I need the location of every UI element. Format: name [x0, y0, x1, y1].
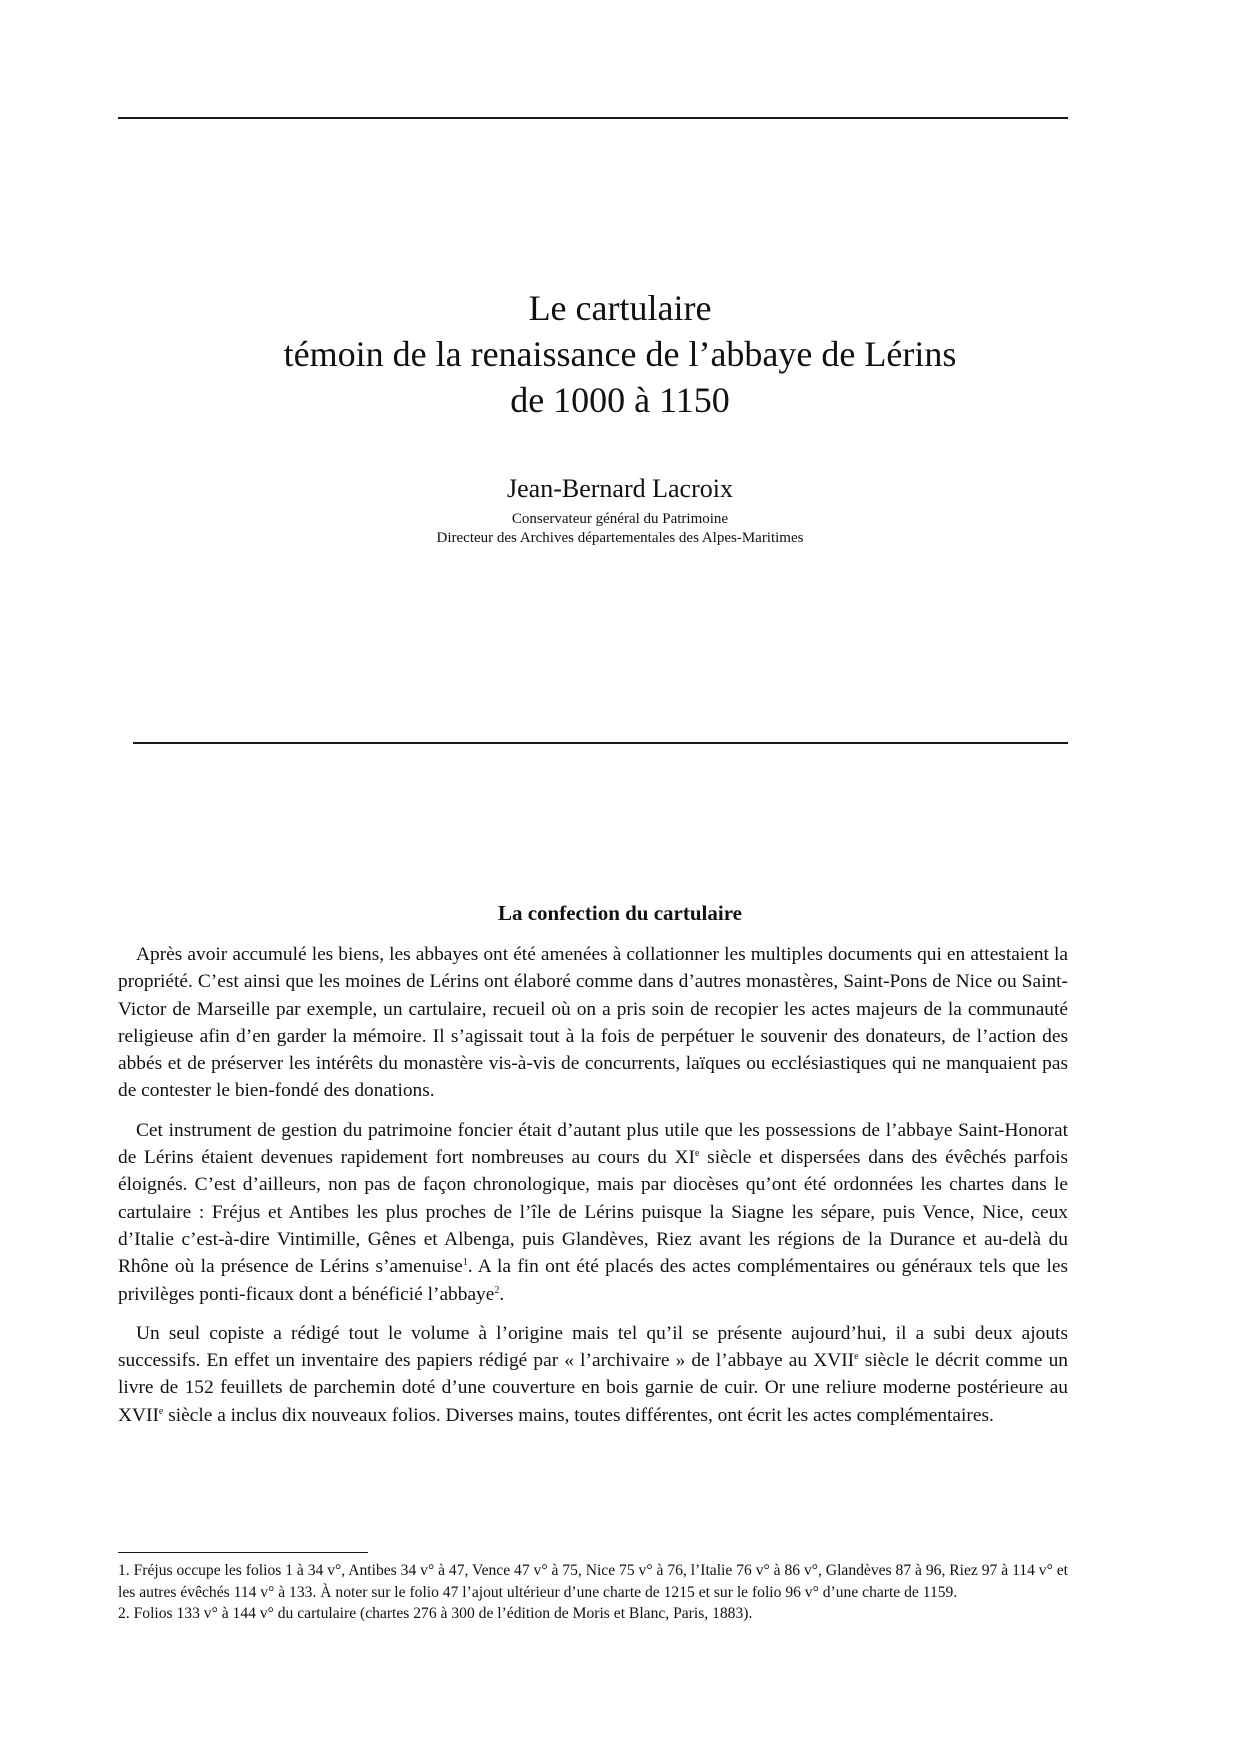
superscript-e: e [695, 1148, 700, 1160]
body-text [118, 941, 1068, 1441]
paragraph-2-text-d: . [499, 1283, 505, 1305]
affiliation-line-2: Directeur des Archives départementales des Alpes-Maritimes [436, 530, 804, 546]
author-affiliation [0, 510, 1240, 548]
footnote-rule [118, 1552, 368, 1553]
footnote-ref-2[interactable]: 2 [494, 1284, 500, 1296]
section-heading: La confection du cartulaire [497, 901, 742, 925]
title-line-2: témoin de la renaissance de l’abbaye de Lérins [283, 334, 957, 374]
paragraph-3-text-c: siècle a inclus dix nouveaux folios. Diverses mains, toutes différentes, ont écrit les actes complémentaires. [163, 1404, 994, 1426]
author-name: Jean-Bernard Lacroix [507, 474, 733, 503]
paragraph-1: Après avoir accumulé les biens, les abbayes ont été amenées à collationner les multiples documents qui en attestaient la propriété. C’est ainsi que les moines de Lérins ont élaboré comme dans d’autres monastères, Saint-Pons de Nice ou Saint-Victor de Marseille par exemple, un cartulaire, recueil où on a pris soin de recopier les actes majeurs de la communauté religieuse afin d’en garder la mémoire. Il s’agissait tout à la fois de perpétuer le souvenir des donateurs, de l’action des abbés et de préserver les intérêts du monastère vis-à-vis de concurrents, laïques ou ecclésiastiques qui ne manquaient pas de contester le bien-fondé des donations. [118, 944, 1068, 1102]
superscript-e: e [854, 1351, 859, 1363]
paragraph-2-text-a: Cet instrument de gestion du patrimoine foncier était d’autant plus utile que les possessions de l’abbaye Saint-Honorat de Lérins étaient devenues rapidement fort nombreuses au cours du XI [118, 1119, 1068, 1169]
paragraph-2-text-b: siècle et dispersées dans des évêchés parfois éloignés. C’est d’ailleurs, non pas de façon chronologique, mais par diocèses qu’ont été ordonnées les chartes dans le cartulaire : Fréjus et Antibes les plus proches de l’île de Lérins puisque la Siagne les sépare, puis Vence, Nice, ceux d’Italie c’est-à-dire Vintimille, Gênes et Albenga, puis Glandèves, Riez avant les régions de la Durance et au-delà du Rhône où la présence de Lérins s’amenuise [118, 1147, 1069, 1278]
paragraph-3-text-a: Un seul copiste a rédigé tout le volume à l’origine mais tel qu’il se présente aujourd’hui, il a subi deux ajouts successifs. En effet un inventaire des papiers rédigé par « l’archivaire » de l’abbaye au XVII [118, 1322, 1068, 1372]
paragraph-3 [118, 1320, 1068, 1429]
header-rule [118, 117, 1068, 119]
superscript-e: e [158, 1405, 164, 1417]
paragraph-2-text-c: . A la fin ont été placés des actes complémentaires ou généraux tels que les privilèges ponti-ficaux dont a bénéficié l’abbaye [118, 1256, 1068, 1305]
article-title [0, 285, 1240, 423]
title-line-1: Le cartulaire [528, 288, 712, 328]
affiliation-line-1: Conservateur général du Patrimoine [511, 511, 729, 527]
footnotes [118, 1560, 1068, 1625]
paragraph-3-text-b: siècle le décrit comme un livre de 152 feuillets de parchemin doté d’une couverture en bois garnie de cuir. Or une reliure moderne postérieure au XVII [118, 1350, 1068, 1426]
paragraph-2 [118, 1117, 1068, 1308]
footnote-2: 2. Folios 133 v° à 144 v° du cartulaire (chartes 276 à 300 de l’édition de Moris et Blanc, Paris, 1883). [118, 1605, 753, 1622]
footnote-ref-1[interactable]: 1 [462, 1257, 468, 1269]
title-separator-rule [133, 742, 1068, 744]
title-line-3: de 1000 à 1150 [510, 380, 730, 420]
footnote-1: 1. Fréjus occupe les folios 1 à 34 v°, Antibes 34 v° à 47, Vence 47 v° à 75, Nice 75 v° à 76, l’Italie 76 v° à 86 v°, Glandèves 87 à 96, Riez 97 à 114 v° et les autres évêchés 114 v° à 133. À noter sur le folio 47 l’ajout ultérieur d’une charte de 1215 et sur le folio 96 v° d’une charte de 1159. [118, 1562, 1068, 1601]
